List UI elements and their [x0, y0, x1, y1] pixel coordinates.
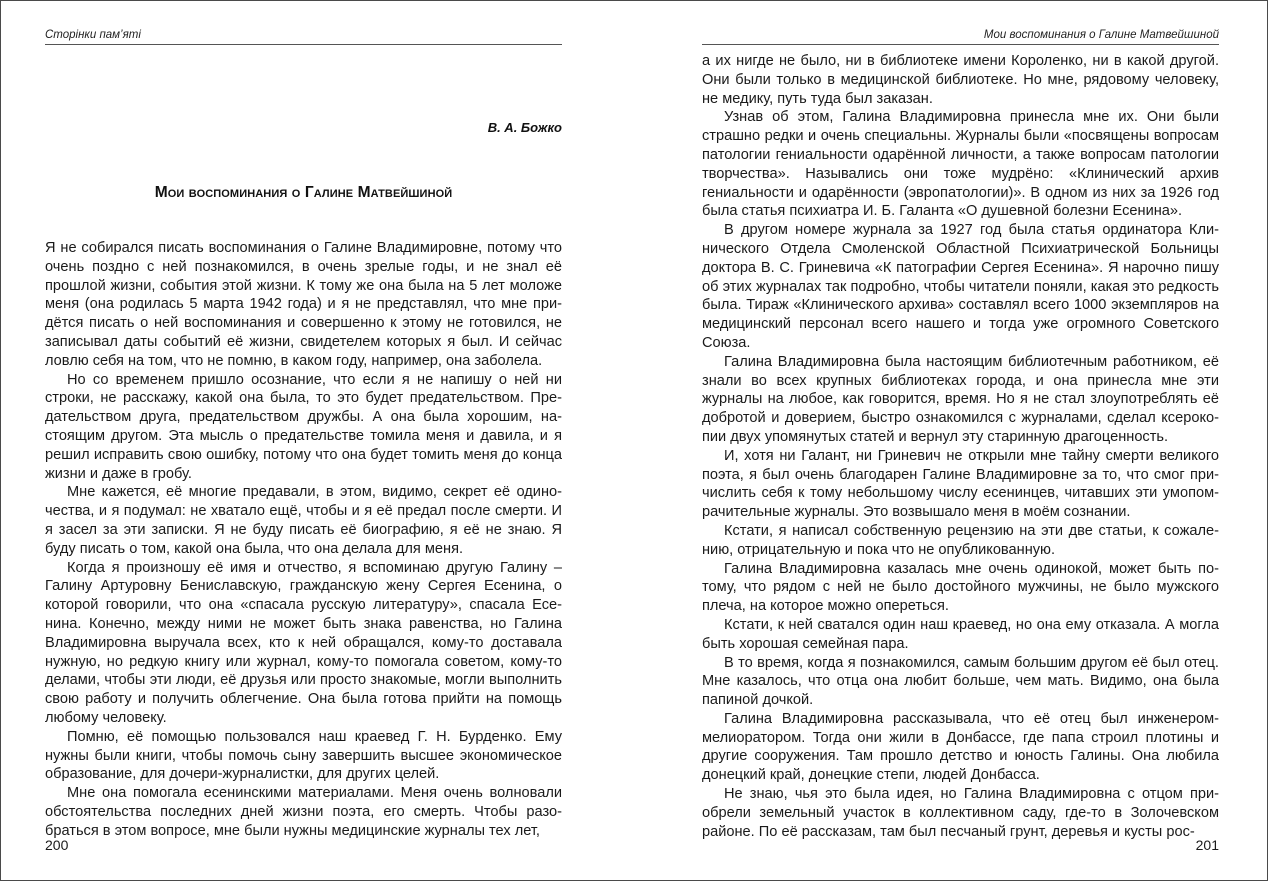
paragraph: В другом номере журнала за 1927 год была статья ординатора Клинического Отдела Смоленской Областной Психиатрической Больницы доктора В. С. Гриневича «К патографии Сергея Есенина». Я нарочно пишу об этих журналах так подробно, чтобы читатели поняли, какая это редкость была. Тираж «Клинического архива» составлял всего 1000 экземпляров на медицинский персонал всего нашего и тогда уже огромного Советского Союза.: [702, 222, 1219, 351]
paragraph: Я не собирался писать воспоминания о Галине Владимировне, потому что очень поздно с ней познакомился, в очень зрелые годы, и не знал её прошлой жизни, события этой жизни. К тому же она была на 5 лет моложе меня (она родилась 5 марта 1942 года) и я не представлял, что мне придётся писать о ней воспоминания и совершенно к этому не готовился, не записывал даты событий её жизни, свидетелем которых я был. И сейчас ловлю себя на том, что не помню, в каком году, например, она заболела.: [45, 240, 562, 369]
paragraph: Кстати, я написал собственную рецензию на эти две статьи, к сожалению, отрицательную и пока что не опубликованную.: [702, 522, 1219, 558]
running-head-left: Сторінки пам’яті: [45, 29, 562, 45]
page-number-left: 200: [45, 837, 69, 853]
paragraph: Галина Владимировна рассказывала, что её отец был инженером-мелиоратором. Тогда они жили в Донбассе, где папа строил плотины и другие сооружения. Там прошло детство и юность Галины. Она любила донецкий край, донецкие степи, людей Донбасса.: [702, 710, 1219, 784]
right-body-text: [702, 52, 1219, 841]
left-page: [45, 1, 562, 882]
paragraph: Мне кажется, её многие предавали, в этом, видимо, секрет её одиночества, и я подумал: не хватало ещё, чтобы и я её предал после смерти. И я засел за эти записки. Я не буду писать её биографию, я её не знаю. Я буду писать о том, какой она была, что она делала для меня.: [45, 484, 562, 557]
page-number-right: 201: [1195, 837, 1219, 853]
paragraph: В то время, когда я познакомился, самым большим другом её был отец. Мне казалось, что отца она любит больше, чем мать. Видимо, она была папиной дочкой.: [702, 654, 1219, 709]
left-body-text: [45, 239, 562, 841]
paragraph: Когда я произношу её имя и отчество, я вспоминаю другую Галину – Галину Артуровну Бениславскую, гражданскую жену Сергея Есенина, о которой говорили, что она «спасала русскую литературу», спасала Есенина. Конечно, между ними не может быть знака равенства, но Галина Владимировна выручала всех, кто к ней обращался, кому-то доставала нужную, но редкую книгу или журнал, кому-то помогала советом, кому-то делами, чтобы эти люди, её друзья или просто знакомые, могли выполнить свою работу и получить облегчение. Она была готова прийти на помощь любому человеку.: [45, 559, 562, 726]
paragraph: Не знаю, чья это была идея, но Галина Владимировна с отцом приобрели земельный участок в коллективном саду, где-то в Золочевском районе. По её рассказам, там был песчаный грунт, деревья и кусты рос-: [702, 786, 1219, 840]
author-name: В. А. Божко: [487, 120, 562, 135]
article-title: Мои воспоминания о Галине Матвейшиной: [154, 184, 453, 201]
running-head-right: Мои воспоминания о Галине Матвейшиной: [702, 29, 1219, 45]
paragraph: Но со временем пришло осознание, что если я не напишу о ней ни строки, не расскажу, какой она была, то это будет предательством. Предательством друга, предательством дружбы. А она была хорошим, настоящим другом. Эта мысль о предательстве томила меня и давила, и я решил исправить свою ошибку, потому что она будет томить меня до конца жизни и даже в гробу.: [45, 371, 562, 482]
paragraph: Помню, её помощью пользовался наш краевед Г. Н. Бурденко. Ему нужны были книги, чтобы помочь сыну завершить высшее экономическое образование, для дочери-журналистки, для других целей.: [45, 728, 562, 783]
paragraph: И, хотя ни Галант, ни Гриневич не открыли мне тайну смерти великого поэта, я был очень благодарен Галине Владимировне за то, что смог причислить себя к тому небольшому числу есенинцев, читавших эти умопомрачительные журналы. Это возвышало меня в моём сознании.: [702, 447, 1219, 521]
paragraph: Узнав об этом, Галина Владимировна принесла мне их. Они были страшно редки и очень специальны. Журналы были «посвящены вопросам патологии гениальности одарённой личности, а также вопросам патологии творчества». Назывались они тоже мудрёно: «Клинический архив гениальности и одарённости (эвропатологии)». В одном из них за 1926 год была статья психиатра И. Б. Галанта «О душевной болезни Есенина».: [702, 109, 1219, 220]
paragraph: Мне она помогала есенинскими материалами. Меня очень волновали обстоятельства последних дней жизни поэта, его смерть. Чтобы разобраться в этом вопросе, мне были нужны медицинские журналы тех лет,: [45, 785, 562, 839]
paragraph: Галина Владимировна казалась мне очень одинокой, может быть потому, что рядом с ней не было достойного мужчины, не было мужского плеча, на которое можно опереться.: [702, 560, 1219, 615]
right-page: [702, 1, 1219, 882]
paragraph-continued: а их нигде не было, ни в библиотеке имени Короленко, ни в какой другой. Они были только в медицинской библиотеке. Но мне, рядовому человеку, не медику, путь туда был заказан.: [702, 53, 1219, 107]
paragraph: Галина Владимировна была настоящим библиотечным работником, её знали во всех крупных библиотеках города, и она принесла мне эти журналы на любое, как говорится, время. Но я не стал злоупотреблять её добротой и доверием, быстро ознакомился с журналами, сделал ксерокопии двух упомянутых статей и вернул эту старинную драгоценность.: [702, 353, 1219, 445]
paragraph: Кстати, к ней сватался один наш краевед, но она ему отказала. А могла быть хорошая семейная пара.: [702, 616, 1219, 652]
